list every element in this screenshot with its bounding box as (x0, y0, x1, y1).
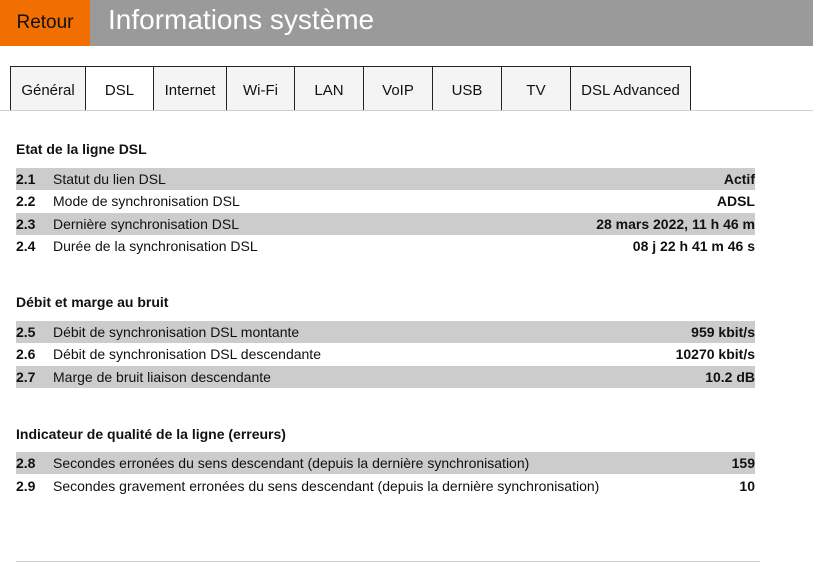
row-value: 10 (739, 478, 755, 494)
section-title-rate-margin: Débit et marge au bruit (16, 294, 169, 310)
tab-dsl-advanced[interactable]: DSL Advanced (571, 66, 691, 111)
row-label: Mode de synchronisation DSL (53, 193, 240, 209)
row-label: Débit de synchronisation DSL descendante (53, 346, 321, 362)
row-number: 2.6 (16, 346, 36, 362)
row-value: 08 j 22 h 41 m 46 s (632, 238, 755, 254)
row-number: 2.7 (16, 369, 36, 385)
row-value: 10270 kbit/s (675, 346, 755, 362)
row-value: Actif (723, 171, 755, 187)
tab-lan[interactable]: LAN (295, 66, 364, 111)
table-row (16, 343, 755, 365)
tab-tv[interactable]: TV (502, 66, 571, 111)
table-row (16, 168, 755, 190)
row-label: Dernière synchronisation DSL (53, 216, 239, 232)
table-row (16, 190, 755, 212)
tab-general[interactable]: Général (10, 66, 86, 111)
tab-dsl[interactable]: DSL (86, 66, 154, 111)
row-value: 159 (731, 455, 755, 471)
row-number: 2.8 (16, 455, 36, 471)
tab-internet[interactable]: Internet (154, 66, 227, 111)
table-row (16, 452, 755, 474)
row-value: 959 kbit/s (691, 324, 755, 340)
row-value: ADSL (716, 193, 755, 209)
tab-wifi[interactable]: Wi-Fi (227, 66, 295, 111)
row-number: 2.1 (16, 171, 36, 187)
row-value: 10.2 dB (705, 369, 755, 385)
table-row (16, 366, 755, 388)
table-row (16, 475, 755, 497)
page-title: Informations système (108, 4, 375, 35)
tab-divider (0, 110, 813, 111)
row-number: 2.2 (16, 193, 36, 209)
tab-bar (10, 66, 691, 111)
row-number: 2.4 (16, 238, 36, 254)
table-row (16, 235, 755, 257)
row-label: Secondes erronées du sens descendant (depuis la dernière synchronisation) (53, 455, 530, 471)
row-number: 2.5 (16, 324, 36, 340)
row-label: Débit de synchronisation DSL montante (53, 324, 300, 340)
footer-divider (16, 561, 760, 562)
row-label: Secondes gravement erronées du sens descendant (depuis la dernière synchronisation) (53, 478, 600, 494)
section-title-line-quality: Indicateur de qualité de la ligne (erreurs) (16, 426, 286, 442)
tab-voip[interactable]: VoIP (364, 66, 433, 111)
tab-usb[interactable]: USB (433, 66, 502, 111)
row-label: Durée de la synchronisation DSL (53, 238, 258, 254)
table-row (16, 321, 755, 343)
section-title-line-state: Etat de la ligne DSL (16, 141, 147, 157)
header-bar (0, 0, 813, 46)
row-number: 2.3 (16, 216, 36, 232)
back-button[interactable]: Retour (0, 0, 90, 46)
row-value: 28 mars 2022, 11 h 46 m (596, 216, 755, 232)
row-label: Marge de bruit liaison descendante (53, 369, 271, 385)
table-row (16, 213, 755, 235)
row-label: Statut du lien DSL (53, 171, 166, 187)
row-number: 2.9 (16, 478, 36, 494)
